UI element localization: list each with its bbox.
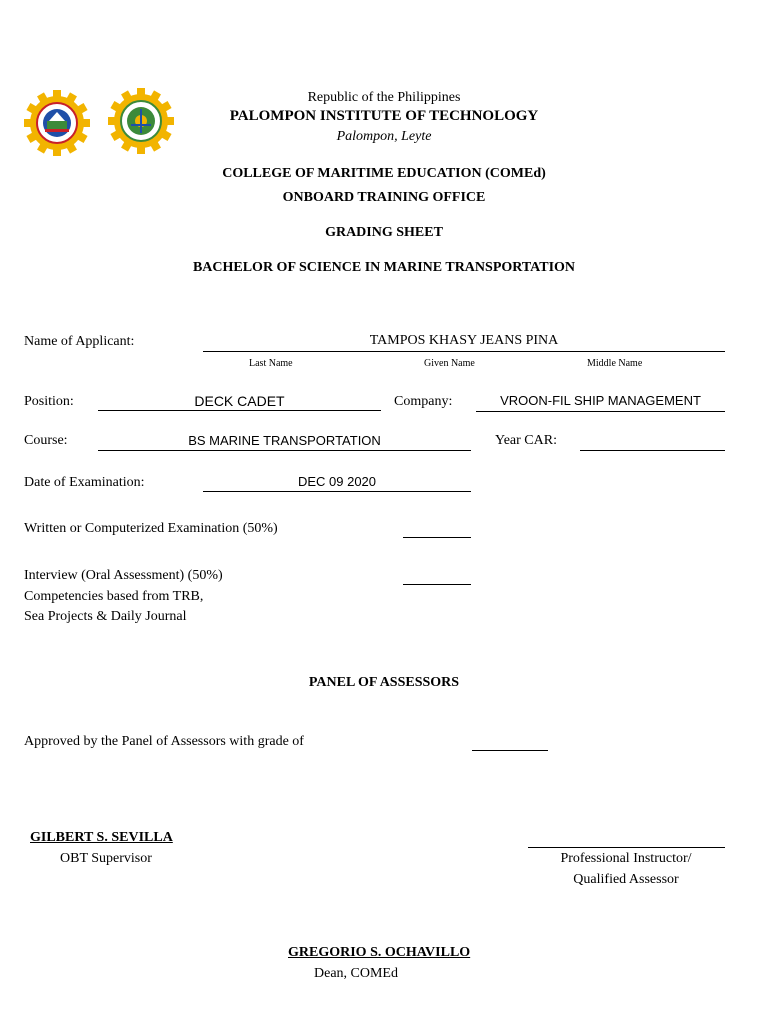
final-grade-field[interactable] — [472, 750, 548, 751]
dean-title: Dean, COMEd — [314, 966, 398, 981]
written-exam-label: Written or Computerized Examination (50%) — [24, 521, 278, 536]
instructor-title-line2: Qualified Assessor — [573, 872, 679, 887]
dean-name: GREGORIO S. OCHAVILLO — [288, 945, 471, 960]
company-value[interactable]: VROON-FIL SHIP MANAGEMENT — [500, 393, 701, 408]
instructor-signature-line[interactable] — [528, 847, 725, 848]
position-value[interactable]: DECK CADET — [194, 393, 285, 409]
position-underline — [98, 410, 381, 411]
given-name-caption: Given Name — [424, 358, 475, 369]
year-car-field[interactable] — [580, 450, 725, 451]
middle-name-caption: Middle Name — [587, 358, 643, 369]
supervisor-name: GILBERT S. SEVILLA — [30, 830, 173, 845]
sheet-title: GRADING SHEET — [325, 225, 443, 240]
college-name: COLLEGE OF MARITIME EDUCATION (COMEd) — [222, 166, 546, 181]
company-label: Company: — [394, 394, 453, 409]
interview-grade-field[interactable] — [403, 584, 471, 585]
institute-name: PALOMPON INSTITUTE OF TECHNOLOGY — [229, 108, 539, 124]
year-car-label: Year CAR: — [495, 433, 557, 448]
institute-location: Palompon, Leyte — [336, 129, 432, 144]
applicant-underline — [203, 351, 725, 352]
date-value[interactable]: DEC 09 2020 — [297, 474, 377, 489]
office-name: ONBOARD TRAINING OFFICE — [282, 190, 486, 205]
approved-text: Approved by the Panel of Assessors with grade of — [24, 734, 304, 749]
program-title: BACHELOR OF SCIENCE IN MARINE TRANSPORTATION — [192, 260, 576, 275]
course-value[interactable]: BS MARINE TRANSPORTATION — [188, 433, 381, 448]
course-underline — [98, 450, 471, 451]
applicant-label: Name of Applicant: — [24, 334, 135, 349]
competency-line1: Competencies based from TRB, — [24, 589, 204, 604]
instructor-title-line1: Professional Instructor/ — [560, 851, 692, 866]
date-underline — [203, 491, 471, 492]
panel-title: PANEL OF ASSESSORS — [308, 675, 460, 690]
course-label: Course: — [24, 433, 68, 448]
supervisor-title: OBT Supervisor — [60, 851, 152, 866]
last-name-caption: Last Name — [249, 358, 293, 369]
republic-line: Republic of the Philippines — [307, 90, 461, 105]
interview-label: Interview (Oral Assessment) (50%) — [24, 568, 223, 583]
applicant-value[interactable]: TAMPOS KHASY JEANS PINA — [369, 333, 559, 348]
position-label: Position: — [24, 394, 74, 409]
written-exam-grade-field[interactable] — [403, 537, 471, 538]
competency-line2: Sea Projects & Daily Journal — [24, 609, 187, 624]
company-underline — [476, 411, 725, 412]
date-label: Date of Examination: — [24, 475, 145, 490]
